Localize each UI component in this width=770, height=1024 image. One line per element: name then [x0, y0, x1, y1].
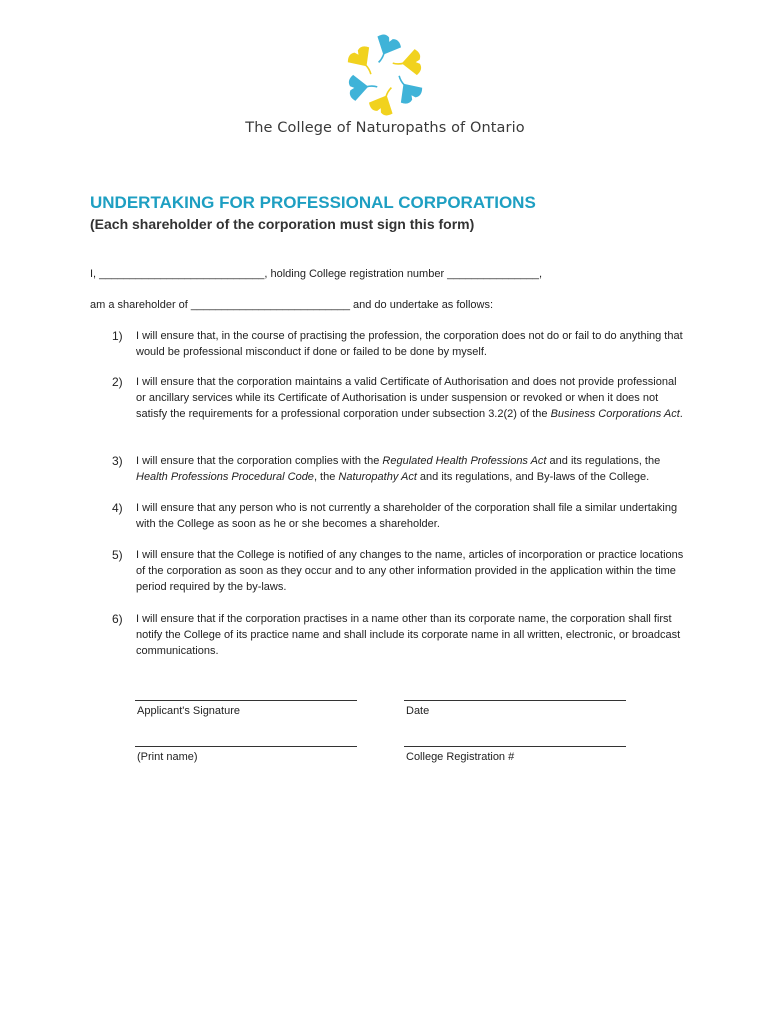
item-number: 2) [112, 375, 123, 389]
form-title: UNDERTAKING FOR PROFESSIONAL CORPORATIONS [90, 193, 536, 212]
print-name-field[interactable] [135, 735, 357, 763]
registration-label: College Registration # [406, 751, 515, 763]
ginkgo-leaf [368, 32, 403, 68]
item-number: 3) [112, 454, 123, 468]
item-text: I will ensure that the corporation complies with the Regulated Health Professions Act and its regulations, the Health Professions Procedural Code, the Naturopathy Act and its regulations, and By-laws of the College. [136, 455, 661, 483]
signature-line [404, 689, 626, 701]
date-field[interactable] [404, 689, 626, 717]
date-label: Date [406, 705, 430, 717]
item-text: I will ensure that the College is notified of any changes to the name, articles of incorporation or practice locations of the corporation as soon as they occur and to any other information provided in the application within the time period required by the by-laws. [136, 549, 684, 593]
item-number: 6) [112, 612, 123, 626]
print-name-label: (Print name) [137, 751, 198, 763]
signature-line [135, 689, 357, 701]
item-number: 4) [112, 501, 123, 515]
ginkgo-leaf-ring-logo-icon [340, 30, 430, 120]
ginkgo-leaf [392, 49, 422, 77]
item-text: I will ensure that any person who is not currently a shareholder of the corporation shall file a similar undertaking with the College as soon as he or she becomes a shareholder. [136, 502, 678, 530]
item-text: I will ensure that, in the course of practising the profession, the corporation does not do or fail to do anything that would be professional misconduct if done or failed to be done by myself. [136, 330, 683, 358]
registration-field[interactable] [404, 735, 626, 763]
signature-line [135, 735, 357, 747]
org-name: The College of Naturopaths of Ontario [245, 120, 525, 136]
item-number: 5) [112, 548, 123, 562]
form-subtitle: (Each shareholder of the corporation must sign this form) [90, 216, 475, 232]
ginkgo-leaf [348, 73, 378, 101]
ginkgo-leaf [367, 82, 402, 118]
logo [0, 30, 770, 120]
applicant-signature-label: Applicant's Signature [137, 705, 240, 717]
item-text: I will ensure that if the corporation practises in a name other than its corporate name, the corporation shall first notify the College of its practice name and shall include its corporate name in all written, electronic, or broadcast communications. [136, 613, 681, 657]
ginkgo-leaf [388, 69, 425, 107]
ginkgo-leaf [345, 43, 382, 81]
applicant-signature-field[interactable] [135, 689, 357, 717]
item-text: I will ensure that the corporation maintains a valid Certificate of Authorisation and does not provide professional or ancillary services while its Certificate of Authorisation is under suspension or revoked or when it does not satisfy the requirements for a professional corporation under subsection 3.2(2) of the Business Corporations Act. [136, 376, 683, 420]
shareholder-line-1: I, ___________________________, holding College registration number _______________, [90, 268, 542, 280]
item-number: 1) [112, 329, 123, 343]
shareholder-line-2: am a shareholder of __________________________ and do undertake as follows: [90, 299, 494, 311]
signature-line [404, 735, 626, 747]
